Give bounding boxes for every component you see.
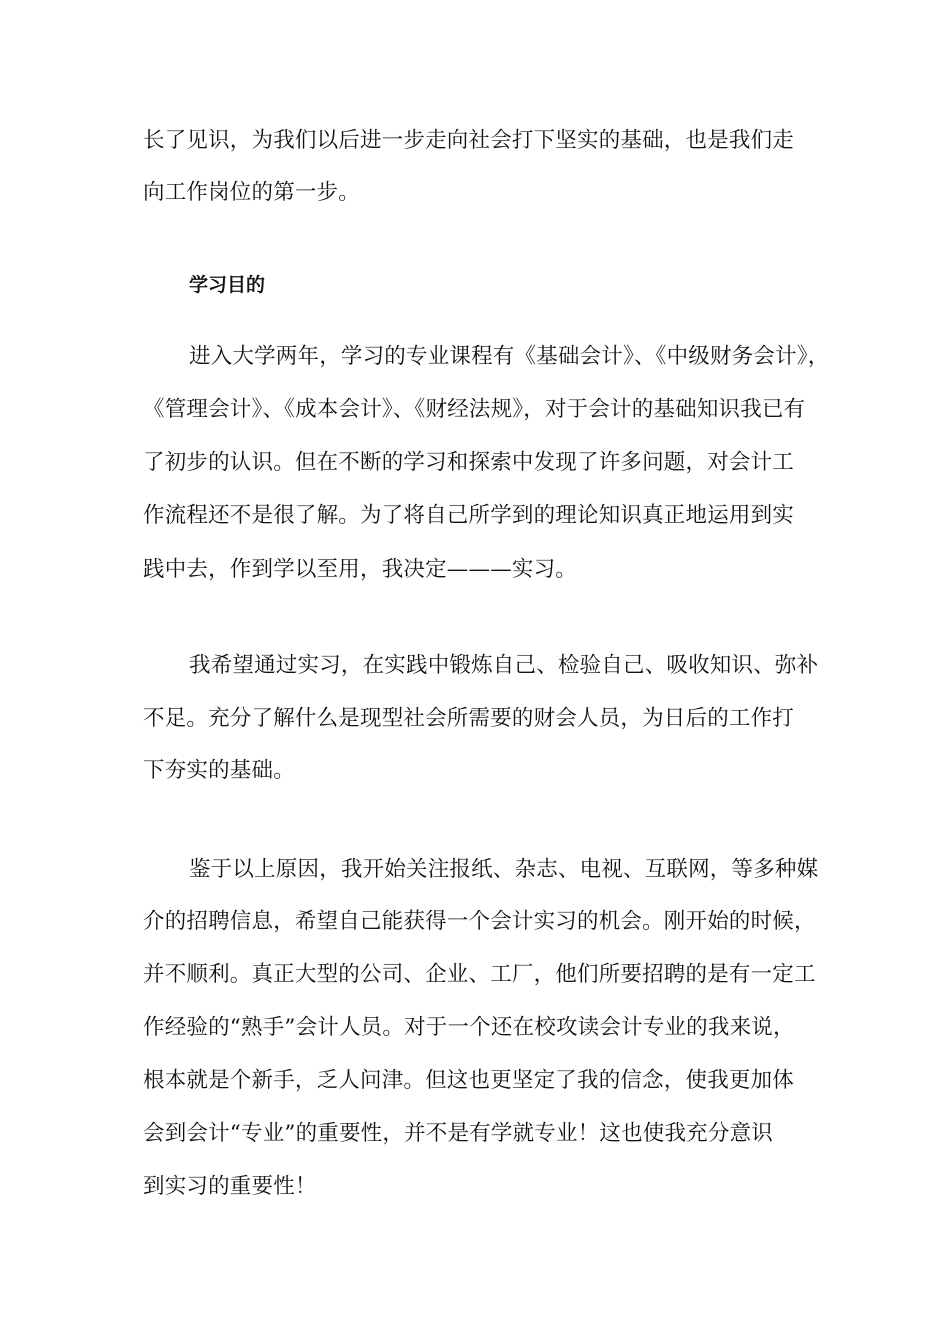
paragraph-3-line-1: 鉴于以上原因，我开始关注报纸、杂志、电视、互联网，等多种媒 (189, 857, 819, 882)
paragraph-3-line-2: 介的招聘信息，希望自己能获得一个会计实习的机会。刚开始的时候， (143, 909, 816, 934)
section-heading: 学习目的 (189, 274, 266, 296)
paragraph-2-line-3: 下夯实的基础。 (143, 758, 295, 783)
intro-line-1: 长了见识，为我们以后进一步走向社会打下坚实的基础，也是我们走 (143, 128, 795, 153)
paragraph-3-line-5: 根本就是个新手，乏人问津。但这也更坚定了我的信念，使我更加体 (143, 1068, 795, 1093)
paragraph-1-line-2: 《管理会计》、《成本会计》、《财经法规》，对于会计的基础知识我已有 (143, 397, 806, 422)
intro-line-2: 向工作岗位的第一步。 (143, 180, 361, 205)
paragraph-3-line-6: 会到会计“专业”的重要性，并不是有学就专业！这也使我充分意识 (143, 1121, 773, 1146)
paragraph-1-line-3: 了初步的认识。但在不断的学习和探索中发现了许多问题，对会计工 (143, 450, 795, 475)
paragraph-2-line-1: 我希望通过实习，在实践中锻炼自己、检验自己、吸收知识、弥补 (189, 653, 819, 678)
paragraph-3-line-7: 到实习的重要性！ (143, 1174, 317, 1199)
paragraph-1-line-1: 进入大学两年，学习的专业课程有《基础会计》、《中级财务会计》， (189, 344, 830, 369)
paragraph-3-line-4: 作经验的“熟手”会计人员。对于一个还在校攻读会计专业的我来说， (143, 1015, 795, 1040)
paragraph-1-line-5: 践中去，作到学以至用，我决定———实习。 (143, 557, 578, 582)
paragraph-2-line-2: 不足。充分了解什么是现型社会所需要的财会人员，为日后的工作打 (143, 706, 795, 731)
paragraph-3-line-3: 并不顺利。真正大型的公司、企业、工厂，他们所要招聘的是有一定工 (143, 962, 816, 987)
paragraph-1-line-4: 作流程还不是很了解。为了将自己所学到的理论知识真正地运用到实 (143, 503, 795, 528)
